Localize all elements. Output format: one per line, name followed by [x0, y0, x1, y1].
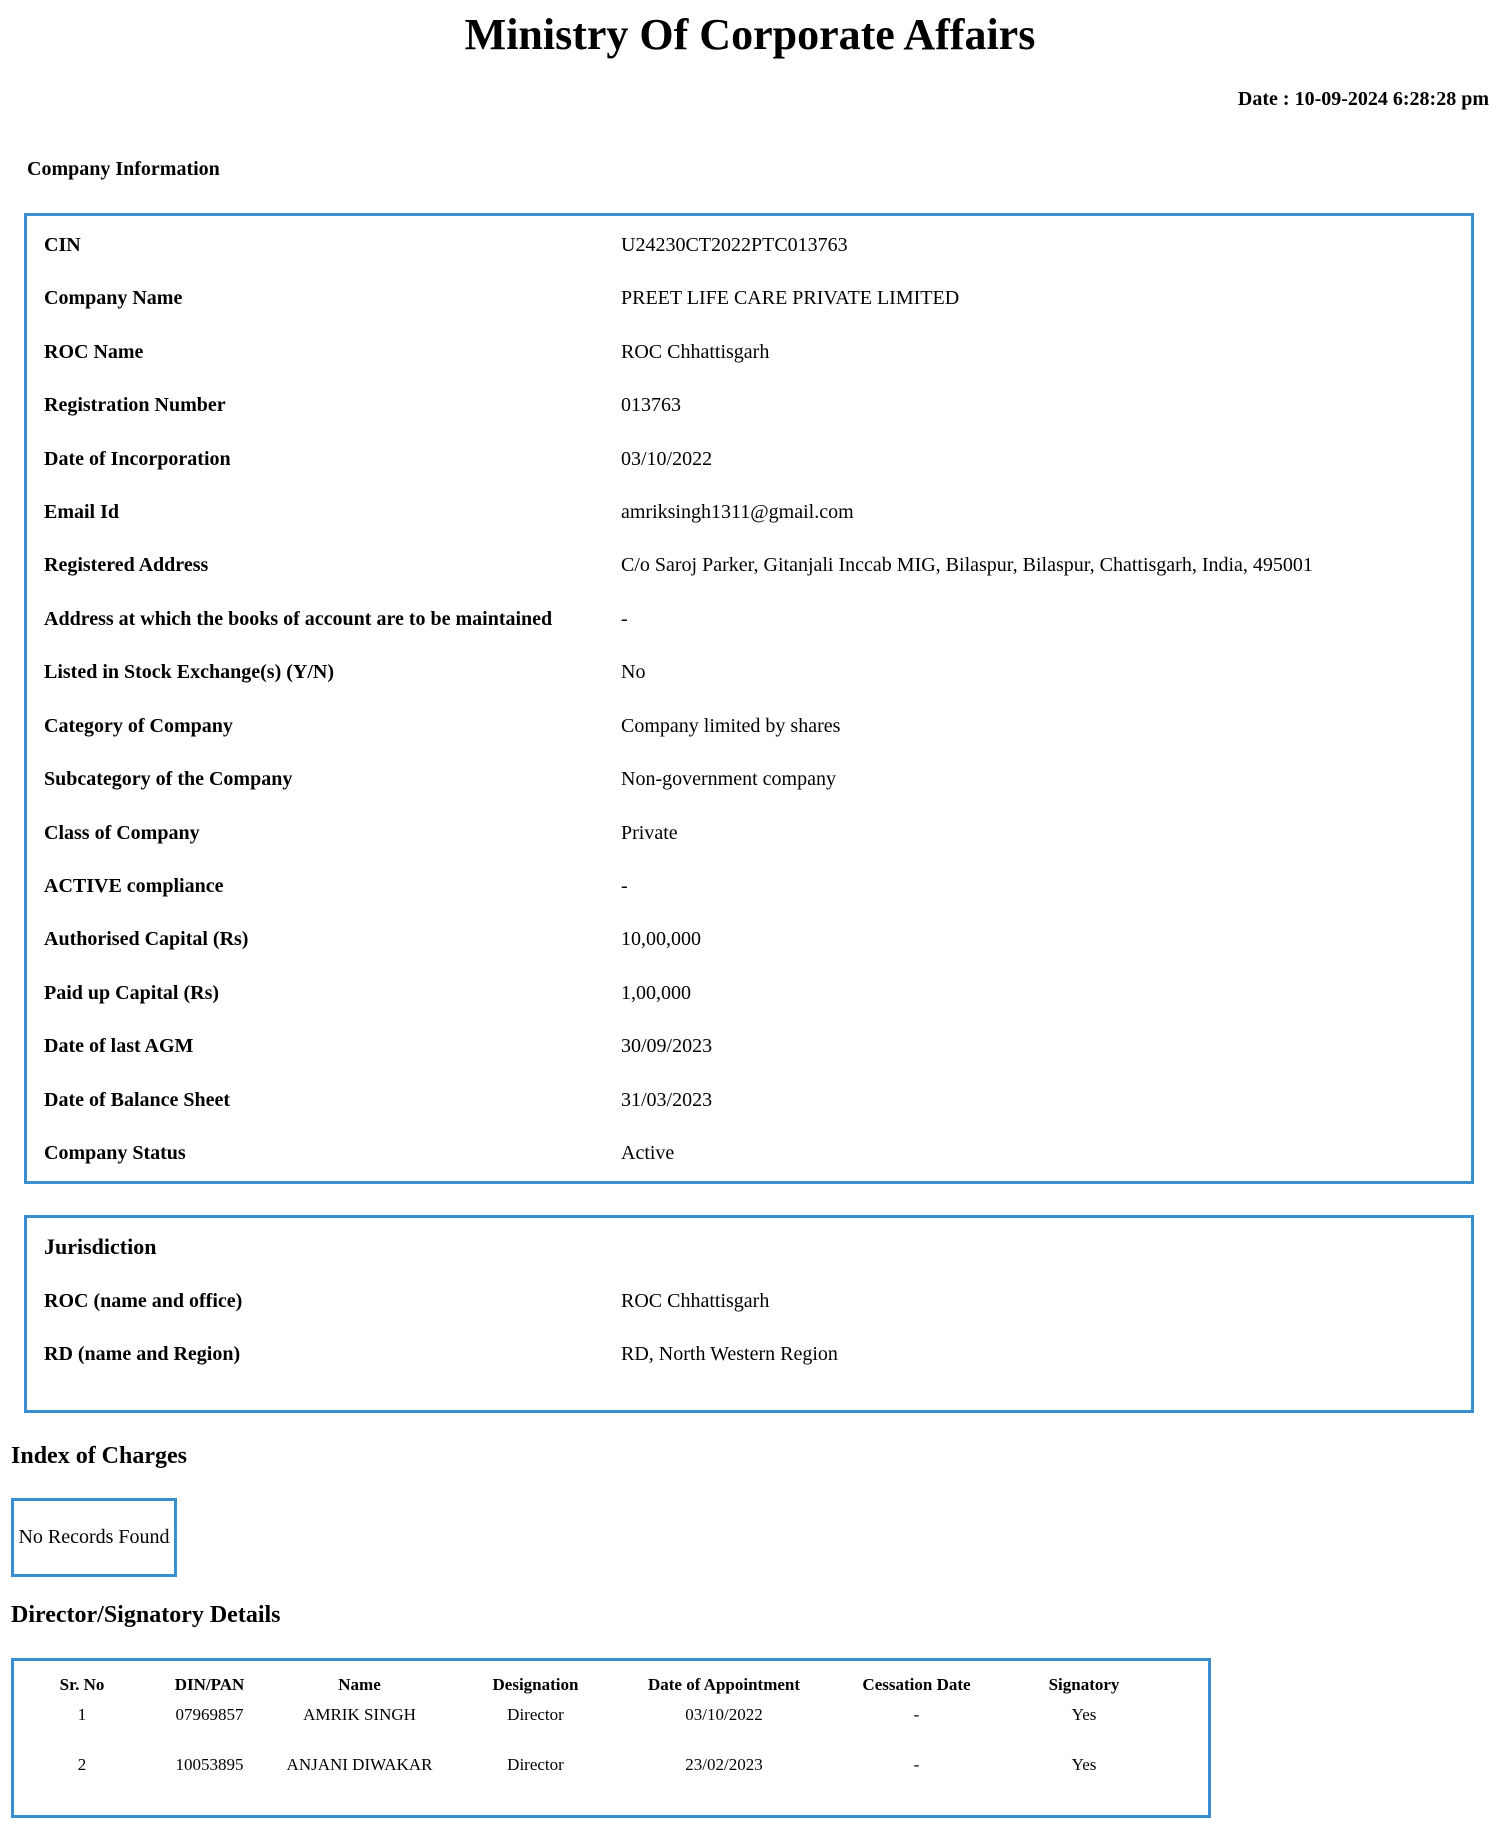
table-cell: 2 [77, 1755, 87, 1774]
table-cell: 10053895 [175, 1755, 244, 1774]
info-row [27, 326, 1471, 379]
info-row [27, 219, 1471, 272]
info-label: Subcategory of the Company [44, 768, 293, 790]
table-row [22, 1701, 1154, 1751]
no-records-box [11, 1498, 177, 1577]
column-header: Cessation Date [862, 1675, 971, 1694]
jurisdiction-value: RD, North Western Region [621, 1343, 838, 1365]
info-label: Date of Balance Sheet [44, 1089, 231, 1111]
info-row [27, 1020, 1471, 1073]
info-value: PREET LIFE CARE PRIVATE LIMITED [621, 287, 960, 309]
jurisdiction-row [27, 1275, 1471, 1328]
info-label: Address at which the books of account are to be maintained [44, 608, 553, 630]
info-label: Registered Address [44, 554, 209, 576]
company-information-label: Company Information [27, 158, 220, 180]
director-table [22, 1669, 1154, 1801]
director-details-heading: Director/Signatory Details [11, 1602, 281, 1628]
info-row [27, 593, 1471, 646]
column-header: Sr. No [59, 1675, 105, 1694]
table-row [22, 1751, 1154, 1801]
info-label: Date of last AGM [44, 1035, 194, 1057]
table-cell: 03/10/2022 [685, 1705, 763, 1724]
no-records-text: No Records Found [18, 1526, 170, 1548]
table-cell: - [913, 1755, 920, 1774]
info-label: Class of Company [44, 822, 200, 844]
info-label: Company Name [44, 287, 183, 309]
info-value: - [621, 608, 628, 630]
info-row [27, 807, 1471, 860]
index-of-charges-heading: Index of Charges [11, 1443, 188, 1469]
director-table-panel [11, 1658, 1211, 1818]
info-value: Private [621, 822, 678, 844]
table-cell: Director [507, 1705, 564, 1724]
info-value: Non-government company [621, 768, 836, 790]
info-label: Email Id [44, 501, 120, 523]
info-row [27, 753, 1471, 806]
jurisdiction-row [27, 1328, 1471, 1381]
info-row [27, 1127, 1471, 1180]
table-cell: - [913, 1705, 920, 1724]
table-cell: 1 [77, 1705, 87, 1724]
report-date: Date : 10-09-2024 6:28:28 pm [1237, 88, 1489, 110]
info-row [27, 379, 1471, 432]
table-cell: Director [507, 1755, 564, 1774]
info-row [27, 486, 1471, 539]
info-label: Category of Company [44, 715, 233, 737]
info-label: Company Status [44, 1142, 186, 1164]
jurisdiction-panel [24, 1215, 1474, 1413]
info-row [27, 860, 1471, 913]
info-label: Listed in Stock Exchange(s) (Y/N) [44, 661, 335, 683]
jurisdiction-label: ROC (name and office) [44, 1290, 243, 1312]
info-value: 1,00,000 [621, 982, 691, 1004]
table-cell: AMRIK SINGH [303, 1705, 416, 1724]
info-row [27, 913, 1471, 966]
table-header-row [22, 1669, 1154, 1701]
info-label: CIN [44, 234, 81, 256]
email-value: amriksingh1311@gmail.com [621, 501, 854, 523]
table-cell: Yes [1071, 1705, 1097, 1724]
column-header: DIN/PAN [174, 1675, 245, 1694]
info-row [27, 1074, 1471, 1127]
table-cell: Yes [1071, 1755, 1097, 1774]
info-label: Registration Number [44, 394, 226, 416]
jurisdiction-value: ROC Chhattisgarh [621, 1290, 770, 1312]
company-information-panel [24, 213, 1474, 1184]
info-row [27, 539, 1471, 592]
info-row [27, 967, 1471, 1020]
info-value: U24230CT2022PTC013763 [621, 234, 848, 256]
info-label: Authorised Capital (Rs) [44, 928, 249, 950]
info-value: ROC Chhattisgarh [621, 341, 770, 363]
info-value: 03/10/2022 [621, 448, 713, 470]
info-value: 10,00,000 [621, 928, 701, 950]
column-header: Date of Appointment [647, 1675, 801, 1694]
info-value: 31/03/2023 [621, 1089, 713, 1111]
info-row [27, 433, 1471, 486]
info-row [27, 272, 1471, 325]
column-header: Designation [492, 1675, 579, 1694]
info-value: - [621, 875, 628, 897]
column-header: Name [338, 1675, 381, 1694]
table-cell: 07969857 [175, 1705, 244, 1724]
info-row [27, 700, 1471, 753]
page-title: Ministry Of Corporate Affairs [464, 10, 1036, 59]
info-value: 30/09/2023 [621, 1035, 713, 1057]
jurisdiction-label: RD (name and Region) [44, 1343, 241, 1365]
table-cell: ANJANI DIWAKAR [286, 1755, 433, 1774]
info-row [27, 646, 1471, 699]
company-status-value: Active [621, 1142, 675, 1164]
table-cell: 23/02/2023 [685, 1755, 763, 1774]
column-header: Signatory [1048, 1675, 1120, 1694]
info-label: ROC Name [44, 341, 144, 363]
info-value: Company limited by shares [621, 715, 841, 737]
jurisdiction-title: Jurisdiction [44, 1234, 157, 1259]
info-value: C/o Saroj Parker, Gitanjali Inccab MIG, Bilaspur, Bilaspur, Chattisgarh, India, 495001 [621, 554, 1313, 576]
info-label: Paid up Capital (Rs) [44, 982, 220, 1004]
info-label: ACTIVE compliance [44, 875, 224, 897]
info-label: Date of Incorporation [44, 448, 231, 470]
info-value: No [621, 661, 646, 683]
info-value: 013763 [621, 394, 681, 416]
